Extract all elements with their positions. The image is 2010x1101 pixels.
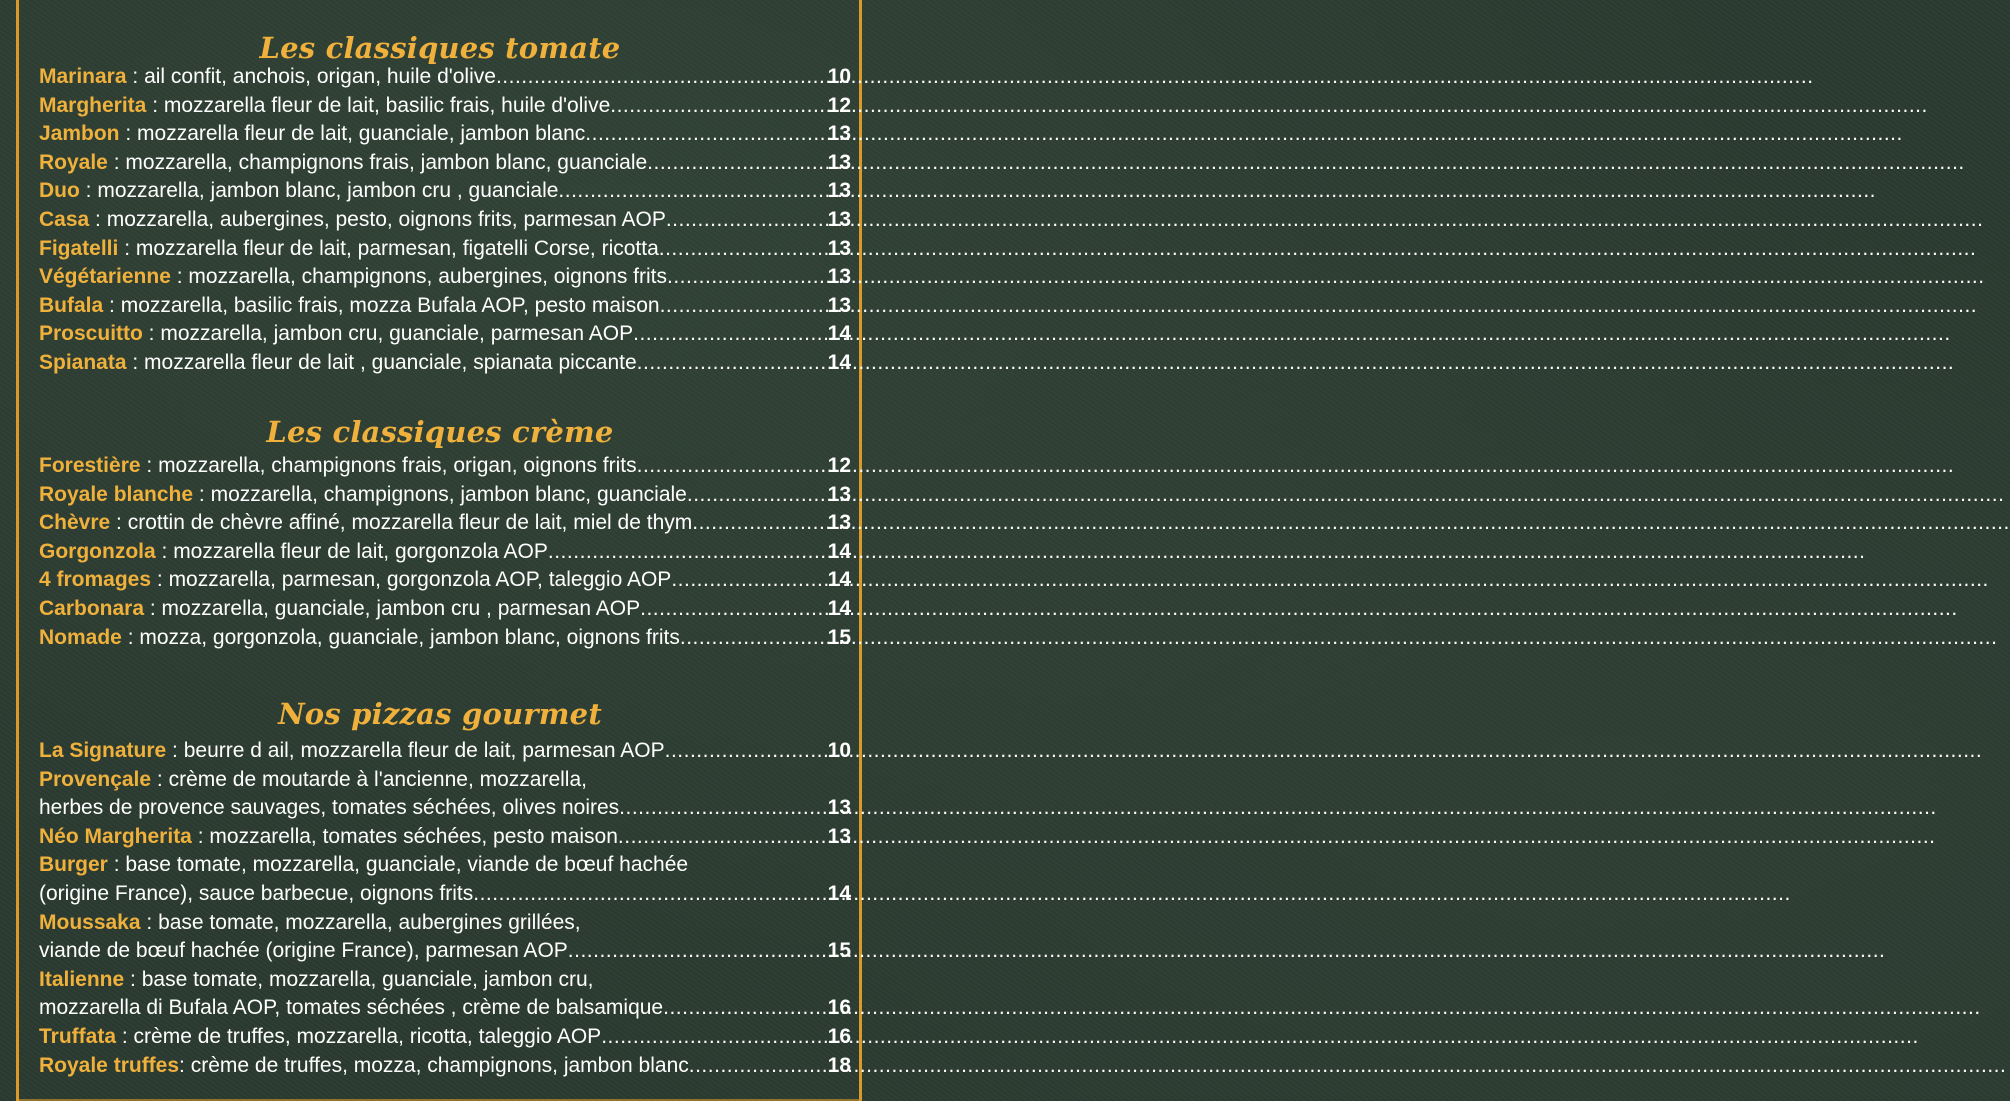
item-description-continued: mozzarella di Bufala AOP, tomates séchées , crème de balsamique bbox=[39, 996, 664, 1020]
dot-leader bbox=[640, 595, 828, 624]
item-separator: : bbox=[118, 236, 136, 260]
item-description: mozza, gorgonzola, guanciale, jambon blanc, oignons frits bbox=[139, 625, 680, 649]
item-description: crème de truffes, mozza, champignons, jambon blanc bbox=[190, 1053, 689, 1077]
item-separator: : bbox=[191, 824, 210, 848]
dot-leader bbox=[647, 149, 827, 178]
dot-leader bbox=[687, 481, 828, 510]
menu-item bbox=[39, 909, 851, 966]
item-separator: : bbox=[126, 65, 145, 88]
menu-item-line bbox=[39, 149, 851, 178]
item-price: 13 bbox=[827, 265, 851, 289]
menu-item-line bbox=[39, 909, 851, 938]
item-name: 4 fromages bbox=[39, 568, 152, 592]
item-description-continued: viande de bœuf hachée (origine France), parmesan AOP bbox=[39, 939, 568, 963]
item-separator: : bbox=[110, 511, 128, 535]
menu-item-line bbox=[39, 349, 851, 378]
menu-item bbox=[39, 624, 851, 653]
menu-item-line bbox=[39, 1052, 851, 1081]
item-price: 13 bbox=[827, 482, 851, 506]
item-separator: : bbox=[124, 967, 142, 991]
menu-item bbox=[39, 538, 851, 567]
dot-leader bbox=[671, 566, 827, 595]
dot-leader bbox=[680, 624, 828, 653]
menu-item bbox=[39, 509, 851, 538]
item-description: mozzarella, champignons frais, jambon blanc, guanciale bbox=[125, 150, 648, 174]
item-description-continued: (origine France), sauce barbecue, oignons frits bbox=[39, 881, 474, 905]
item-separator: : bbox=[142, 322, 161, 346]
menu-item-line bbox=[39, 538, 851, 567]
menu-item-line bbox=[39, 92, 851, 121]
dot-leader bbox=[548, 538, 828, 567]
item-separator: : bbox=[126, 350, 145, 374]
menu-item-line bbox=[39, 566, 851, 595]
dot-leader bbox=[610, 92, 827, 121]
item-separator: : bbox=[116, 1024, 134, 1048]
item-price: 12 bbox=[827, 454, 851, 477]
menu-item-line bbox=[39, 320, 851, 349]
menu-item-line bbox=[39, 235, 851, 264]
menu-item bbox=[39, 766, 851, 823]
item-separator: : bbox=[107, 853, 126, 877]
item-description: crème de moutarde à l'ancienne, mozzarella, bbox=[168, 767, 587, 791]
item-name: Moussaka bbox=[39, 910, 141, 934]
section-title-classiques-creme: Les classiques crème bbox=[266, 415, 614, 450]
item-price: 14 bbox=[827, 596, 851, 620]
item-separator: : bbox=[179, 1053, 191, 1077]
menu-item-line bbox=[39, 737, 851, 766]
menu-item bbox=[39, 349, 851, 378]
item-description: mozzarella fleur de lait, basilic frais, huile d'olive bbox=[163, 93, 611, 117]
item-description: mozzarella fleur de lait, parmesan, figatelli Corse, ricotta bbox=[135, 236, 659, 260]
item-description: base tomate, mozzarella, aubergines grillées, bbox=[158, 910, 581, 934]
item-separator: : bbox=[103, 293, 121, 317]
item-price: 13 bbox=[827, 824, 851, 848]
menu-list-classiques-tomate bbox=[39, 63, 851, 378]
menu-item bbox=[39, 1023, 851, 1052]
dot-leader bbox=[665, 737, 828, 766]
item-name: Néo Margherita bbox=[39, 824, 192, 848]
item-price: 13 bbox=[827, 179, 851, 203]
menu-item-line bbox=[39, 263, 851, 292]
menu-item-line bbox=[39, 595, 851, 624]
item-name: Marinara bbox=[39, 65, 127, 88]
menu-item-line bbox=[39, 624, 851, 653]
menu-item bbox=[39, 481, 851, 510]
item-description: mozzarella fleur de lait , guanciale, spianata piccante bbox=[144, 350, 637, 374]
menu-item-line bbox=[39, 177, 851, 206]
dot-leader bbox=[558, 177, 827, 206]
menu-list-pizzas-gourmet bbox=[39, 737, 851, 1080]
dot-leader bbox=[663, 994, 828, 1023]
item-name: Carbonara bbox=[39, 596, 145, 620]
dot-leader bbox=[637, 452, 828, 481]
item-name: Margherita bbox=[39, 93, 147, 117]
item-name: Gorgonzola bbox=[39, 539, 156, 563]
item-separator: : bbox=[151, 568, 169, 592]
item-description: ail confit, anchois, origan, huile d'olive bbox=[144, 65, 496, 88]
item-name: Bufala bbox=[39, 293, 104, 317]
item-name: Chèvre bbox=[39, 511, 111, 535]
menu-item bbox=[39, 320, 851, 349]
item-separator: : bbox=[107, 150, 126, 174]
item-separator: : bbox=[89, 207, 107, 231]
item-price: 13 bbox=[827, 122, 851, 146]
menu-item bbox=[39, 263, 851, 292]
item-price: 16 bbox=[827, 996, 851, 1020]
dot-leader bbox=[667, 263, 828, 292]
dot-leader bbox=[666, 206, 828, 235]
menu-item bbox=[39, 1052, 851, 1081]
item-price: 16 bbox=[827, 1024, 851, 1048]
menu-item bbox=[39, 177, 851, 206]
menu-item-line bbox=[39, 823, 851, 852]
menu-item-line bbox=[39, 452, 851, 481]
item-description: base tomate, mozzarella, guanciale, jambon cru, bbox=[141, 967, 594, 991]
item-description: mozzarella, aubergines, pesto, oignons frits, parmesan AOP bbox=[106, 207, 666, 231]
item-price: 15 bbox=[827, 939, 851, 963]
item-price: 14 bbox=[827, 350, 851, 374]
item-price: 13 bbox=[827, 207, 851, 231]
item-description: base tomate, mozzarella, guanciale, viande de bœuf hachée bbox=[125, 853, 689, 877]
item-name: La Signature bbox=[39, 739, 167, 762]
item-price: 10 bbox=[827, 739, 851, 762]
dot-leader bbox=[633, 320, 828, 349]
item-price: 15 bbox=[827, 625, 851, 649]
dot-leader bbox=[601, 1023, 827, 1052]
left-border-line bbox=[16, 0, 19, 1101]
item-description: mozzarella, champignons, aubergines, oignons frits bbox=[188, 265, 667, 289]
item-name: Royale blanche bbox=[39, 482, 194, 506]
item-separator: : bbox=[170, 265, 189, 289]
item-description: mozzarella, jambon blanc, jambon cru , guanciale bbox=[97, 179, 559, 203]
item-price: 14 bbox=[827, 539, 851, 563]
item-separator: : bbox=[151, 767, 169, 791]
item-price: 14 bbox=[827, 322, 851, 346]
menu-item bbox=[39, 966, 851, 1023]
item-price: 12 bbox=[827, 93, 851, 117]
item-name: Forestière bbox=[39, 454, 141, 477]
menu-item bbox=[39, 63, 851, 92]
item-separator: : bbox=[79, 179, 98, 203]
menu-item-line bbox=[39, 880, 851, 909]
item-price: 10 bbox=[827, 65, 851, 88]
item-price: 14 bbox=[827, 881, 851, 905]
item-price: 13 bbox=[827, 796, 851, 820]
item-separator: : bbox=[140, 910, 159, 934]
dot-leader bbox=[692, 509, 827, 538]
menu-item-line bbox=[39, 937, 851, 966]
item-description: crème de truffes, mozzarella, ricotta, taleggio AOP bbox=[133, 1024, 602, 1048]
item-name: Proscuitto bbox=[39, 322, 143, 346]
menu-item bbox=[39, 851, 851, 908]
item-separator: : bbox=[193, 482, 211, 506]
item-separator: : bbox=[155, 539, 174, 563]
item-name: Provençale bbox=[39, 767, 152, 791]
menu-item bbox=[39, 452, 851, 481]
menu-item bbox=[39, 292, 851, 321]
dot-leader bbox=[496, 63, 828, 92]
item-name: Spianata bbox=[39, 350, 127, 374]
dot-leader bbox=[585, 120, 827, 149]
item-separator: : bbox=[166, 739, 184, 762]
dot-leader bbox=[689, 1052, 828, 1081]
item-name: Jambon bbox=[39, 122, 120, 146]
item-description: mozzarella fleur de lait, gorgonzola AOP bbox=[173, 539, 548, 563]
item-price: 14 bbox=[827, 568, 851, 592]
dot-leader bbox=[637, 349, 828, 378]
item-name: Casa bbox=[39, 207, 90, 231]
menu-item bbox=[39, 149, 851, 178]
item-description: mozzarella, parmesan, gorgonzola AOP, taleggio AOP bbox=[168, 568, 672, 592]
item-description: beurre d ail, mozzarella fleur de lait, parmesan AOP bbox=[183, 739, 665, 762]
menu-item bbox=[39, 235, 851, 264]
item-name: Italienne bbox=[39, 967, 125, 991]
section-title-pizzas-gourmet: Nos pizzas gourmet bbox=[278, 697, 602, 732]
item-separator: : bbox=[146, 93, 164, 117]
item-price: 13 bbox=[827, 236, 851, 260]
item-name: Nomade bbox=[39, 625, 122, 649]
item-price: 18 bbox=[827, 1053, 851, 1077]
menu-item bbox=[39, 737, 851, 766]
menu-item bbox=[39, 595, 851, 624]
item-name: Royale truffes bbox=[39, 1053, 180, 1077]
menu-list-classiques-creme bbox=[39, 452, 851, 652]
menu-item bbox=[39, 92, 851, 121]
menu-item-line bbox=[39, 120, 851, 149]
item-name: Truffata bbox=[39, 1024, 117, 1048]
item-name: Burger bbox=[39, 853, 108, 877]
dot-leader bbox=[618, 823, 828, 852]
item-description: mozzarella, jambon cru, guanciale, parmesan AOP bbox=[160, 322, 634, 346]
menu-item bbox=[39, 120, 851, 149]
menu-item-line bbox=[39, 509, 851, 538]
item-separator: : bbox=[140, 454, 159, 477]
item-description: mozzarella fleur de lait, guanciale, jambon blanc bbox=[137, 122, 586, 146]
menu-item-line bbox=[39, 1023, 851, 1052]
item-price: 13 bbox=[827, 293, 851, 317]
menu-item-line bbox=[39, 63, 851, 92]
menu-item-line bbox=[39, 966, 851, 995]
dot-leader bbox=[660, 292, 828, 321]
menu-item bbox=[39, 823, 851, 852]
item-name: Royale bbox=[39, 150, 108, 174]
dot-leader bbox=[568, 937, 828, 966]
menu-item-line bbox=[39, 851, 851, 880]
item-separator: : bbox=[119, 122, 138, 146]
dot-leader bbox=[619, 794, 827, 823]
menu-item-line bbox=[39, 794, 851, 823]
item-description-continued: herbes de provence sauvages, tomates séchées, olives noires bbox=[39, 796, 620, 820]
menu-item-line bbox=[39, 206, 851, 235]
item-description: mozzarella, guanciale, jambon cru , parmesan AOP bbox=[161, 596, 641, 620]
item-separator: : bbox=[121, 625, 140, 649]
dot-leader bbox=[659, 235, 828, 264]
menu-item-line bbox=[39, 766, 851, 795]
item-separator: : bbox=[144, 596, 162, 620]
section-title-classiques-tomate: Les classiques tomate bbox=[259, 31, 621, 66]
menu-item-line bbox=[39, 481, 851, 510]
menu-item-line bbox=[39, 994, 851, 1023]
menu-item-line bbox=[39, 292, 851, 321]
item-name: Duo bbox=[39, 179, 80, 203]
item-description: mozzarella, champignons, jambon blanc, guanciale bbox=[210, 482, 687, 506]
item-description: crottin de chèvre affiné, mozzarella fleur de lait, miel de thym bbox=[127, 511, 693, 535]
dot-leader bbox=[473, 880, 827, 909]
item-description: mozzarella, tomates séchées, pesto maison bbox=[209, 824, 618, 848]
item-name: Végétarienne bbox=[39, 265, 171, 289]
item-price: 13 bbox=[827, 150, 851, 174]
item-description: mozzarella, champignons frais, origan, oignons frits bbox=[158, 454, 637, 477]
menu-item bbox=[39, 566, 851, 595]
item-description: mozzarella, basilic frais, mozza Bufala AOP, pesto maison bbox=[120, 293, 660, 317]
item-name: Figatelli bbox=[39, 236, 119, 260]
item-price: 13 bbox=[827, 511, 851, 535]
menu-item bbox=[39, 206, 851, 235]
